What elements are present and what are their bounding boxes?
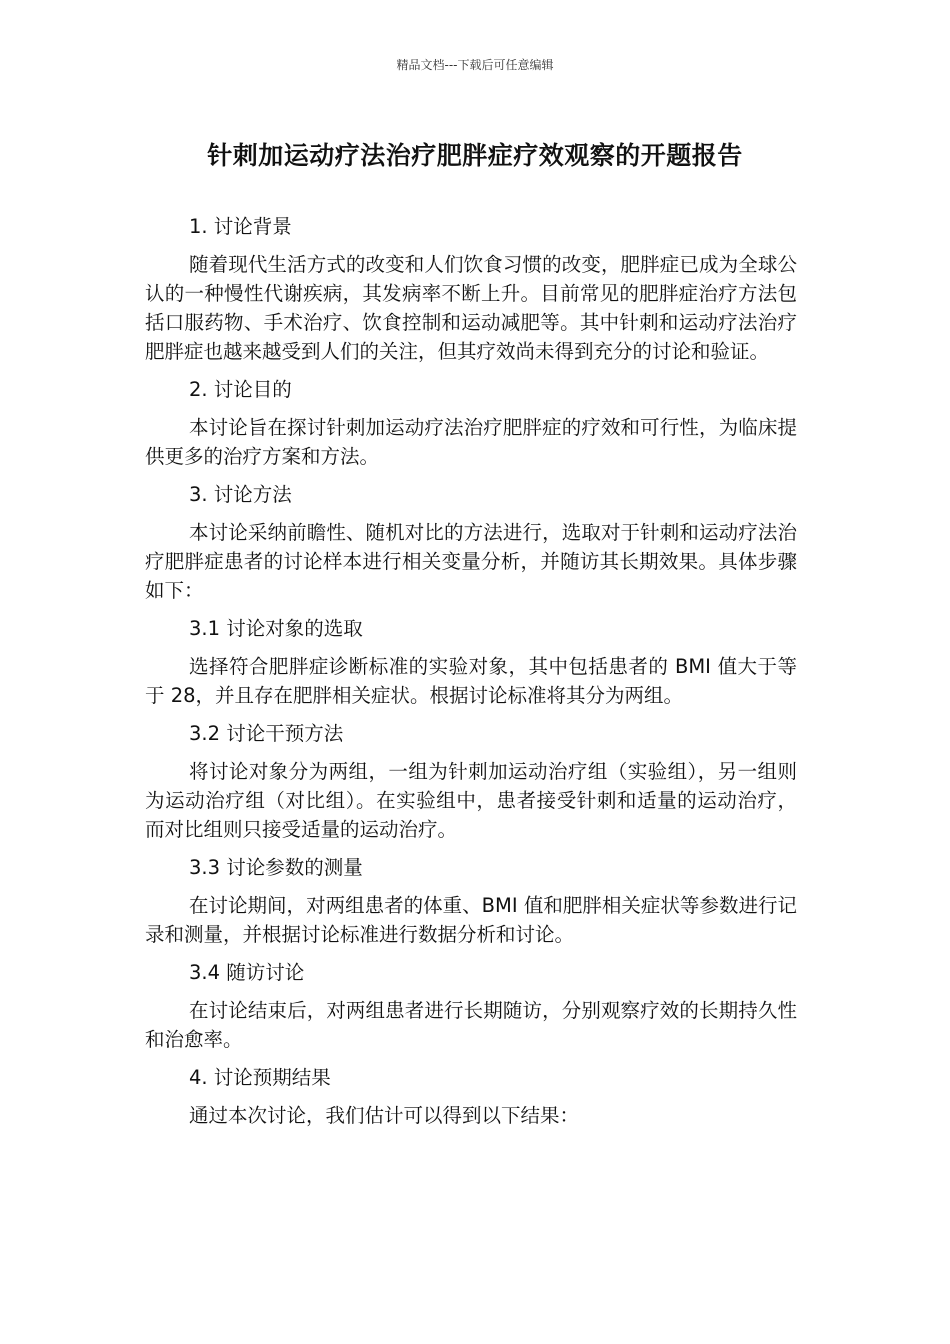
paragraph-follow-up: 在讨论结束后，对两组患者进行长期随访，分别观察疗效的长期持久性和治愈率。 — [145, 999, 797, 1051]
section-heading-intervention: 3.2 讨论干预方法 — [189, 722, 344, 745]
paragraph-background: 随着现代生活方式的改变和人们饮食习惯的改变，肥胖症已成为全球公认的一种慢性代谢疾病，其发病率不断上升。目前常见的肥胖症治疗方法包括口服药物、手术治疗、饮食控制和运动减肥等。其中针刺和运动疗法治疗肥胖症也越来越受到人们的关注，但其疗效尚未得到充分的讨论和验证。 — [145, 253, 797, 363]
section-heading-method: 3. 讨论方法 — [189, 483, 292, 506]
section-heading-purpose: 2. 讨论目的 — [189, 378, 292, 401]
section-heading-follow-up: 3.4 随访讨论 — [189, 961, 305, 984]
section-heading-background: 1. 讨论背景 — [189, 215, 292, 238]
page-header: 精品文档---下载后可任意编辑 — [396, 58, 554, 72]
section-heading-subject-selection: 3.1 讨论对象的选取 — [189, 617, 363, 640]
paragraph-intervention: 将讨论对象分为两组，一组为针刺加运动治疗组（实验组），另一组则为运动治疗组（对比组）。在实验组中，患者接受针刺和适量的运动治疗，而对比组则只接受适量的运动治疗。 — [145, 760, 797, 841]
section-heading-measurement: 3.3 讨论参数的测量 — [189, 856, 363, 879]
paragraph-expected-results: 通过本次讨论，我们估计可以得到以下结果： — [189, 1104, 580, 1127]
paragraph-purpose: 本讨论旨在探讨针刺加运动疗法治疗肥胖症的疗效和可行性，为临床提供更多的治疗方案和方法。 — [145, 416, 797, 468]
section-heading-expected-results: 4. 讨论预期结果 — [189, 1066, 331, 1089]
paragraph-measurement: 在讨论期间，对两组患者的体重、BMI 值和肥胖相关症状等参数进行记录和测量，并根据讨论标准进行数据分析和讨论。 — [145, 894, 797, 946]
document-title: 针刺加运动疗法治疗肥胖症疗效观察的开题报告 — [207, 141, 743, 170]
paragraph-method: 本讨论采纳前瞻性、随机对比的方法进行，选取对于针刺和运动疗法治疗肥胖症患者的讨论样本进行相关变量分析，并随访其长期效果。具体步骤如下： — [145, 521, 797, 602]
paragraph-subject-selection: 选择符合肥胖症诊断标准的实验对象，其中包括患者的 BMI 值大于等于 28，并且存在肥胖相关症状。根据讨论标准将其分为两组。 — [145, 655, 797, 707]
document-body — [145, 212, 797, 1139]
